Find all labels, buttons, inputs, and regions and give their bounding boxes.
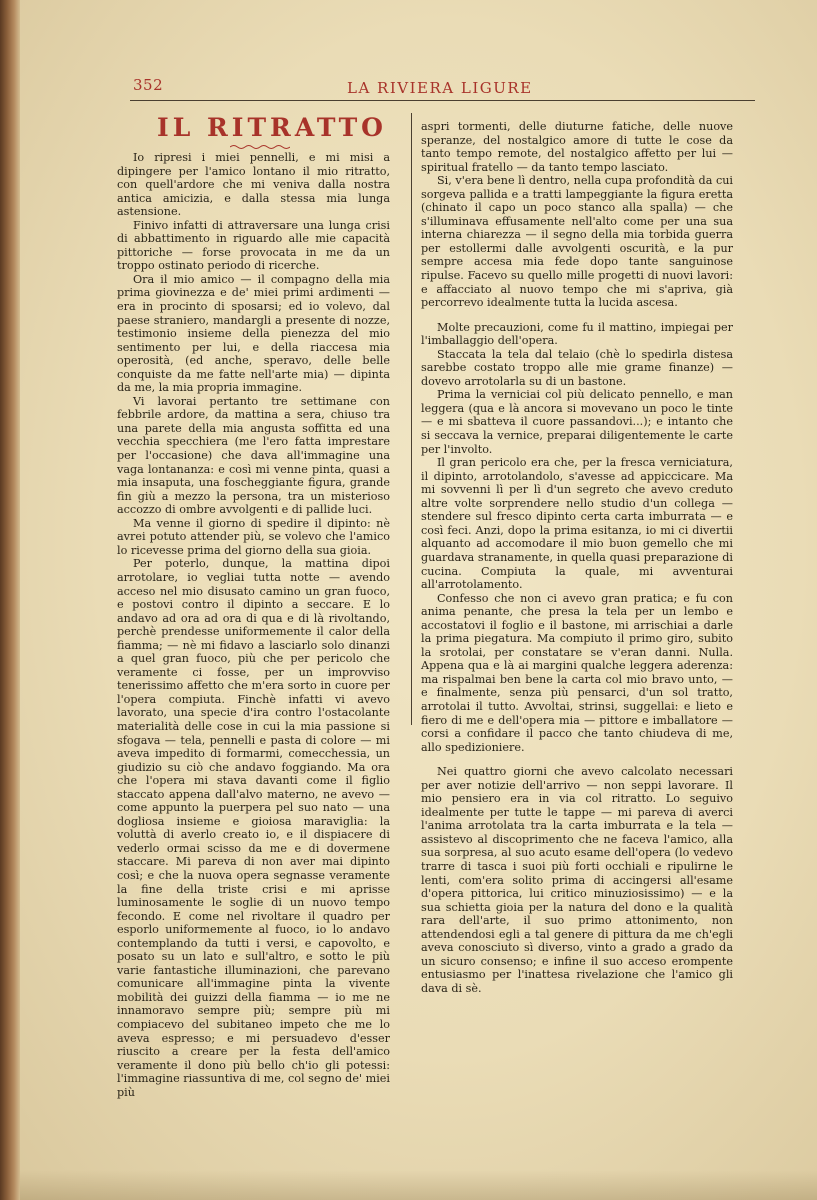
paragraph: Per poterlo, dunque, la mattina dipoi arrotolare, io vegliai tutta notte — avendo acceso nel mio disusato camino un gran fuoco, e postovi contro il dipinto a seccare. E lo andavo ad ora ad ora di qua e di là rivoltando, perchè prendesse uniformemente il calor della fiamma; — nè mi fidavo a lasciarlo solo dinanzi a quel gran fuoco, più che per pericolo che veramente ci fosse, per un improvviso tenerissimo affetto che m'era sorto in cuore per l'opera compiuta. Finchè infatti vi avevo lavorato, una specie d'ira contro l'ostacolante materialità delle cose in cui la mia passione si sfogava — tela, pennelli e pasta di colore — mi aveva impedito di formarmi, comecchessia, un giudizio su ciò che andavo foggiando. Ma ora che l'opera mi stava davanti come il figlio staccato appena dall'alvo materno, ne avevo — come appunto la puerpera pel suo nato — una dogliosa insieme e gioiosa maraviglia: la voluttà di averlo creato io, e il dispiacere di vederlo ormai scisso da me e di dovermene staccare. Mi pareva di non aver mai dipinto così; e che la nuova opera segnasse veramente la fine della triste crisi e mi aprisse luminosamente le soglie di un nuovo tempo fecondo. E come nel rivoltare il quadro per esporlo uniformemente al fuoco, io lo andavo contemplando da tutti i versi, e capovolto, e posato su un lato e sull'altro, e sotto le più varie fantastiche illuminazioni, che parevano comunicare all'immagine pinta la vivente mobilità dei guizzi della fiamma — io me ne innamoravo sempre più; sempre più mi compiacevo del subitaneo impeto che me lo aveva espresso; e mi persuadevo d'esser riuscito a creare per la festa dell'amico veramente il dono più bello ch'io gli potessi: l'immagine riassuntiva di me, col segno de' miei più: [117, 557, 390, 1099]
left-column: [117, 151, 390, 1099]
paragraph: Ora il mio amico — il compagno della mia prima giovinezza e de' miei primi ardimenti — era in procinto di sposarsi; ed io volevo, dal paese straniero, mandargli a presente di nozze, testimonio insieme della pienezza del mio sentimento per lui, e della riaccesa mia operosità, (ed anche, speravo, delle belle conquiste da me fatte nell'arte mia) — dipinta da me, la mia propria immagine.: [117, 272, 390, 395]
paragraph: Ma venne il giorno di spedire il dipinto: nè avrei potuto attender più, se volevo che l'amico lo ricevesse prima del giorno della sua gioia.: [117, 516, 390, 557]
paragraph: Si, v'era bene lì dentro, nella cupa profondità da cui sorgeva pallida e a tratti lampeggiante la figura eretta (chinato il capo un poco stanco alla spalla) — che s'illuminava effusamente nell'alto come per una sua interna chiarezza — il segno della mia torbida guerra per estollermi dalle avvolgenti oscurità, e la pur sempre accesa mia fede dopo tante sanguinose ripulse. Facevo su quello mille progetti di nuovi lavori: e affacciato al nuovo tempo che mi s'apriva, già percorrevo idealmente tutta la lucida ascesa.: [421, 174, 733, 310]
paragraph: Vi lavorai pertanto tre settimane con febbrile ardore, da mattina a sera, chiuso tra una parete della mia angusta soffitta ed una vecchia specchiera (me l'ero fatta imprestare per l'occasione) che dava all'immagine una vaga lontananza: e così mi venne pinta, quasi a mia insaputa, una foscheggiante figura, grande fin giù a mezzo la persona, tra un misterioso accozzo di ombre avvolgenti e di pallide luci.: [117, 394, 390, 517]
right-column: [421, 120, 733, 995]
page-bottom-shadow: [20, 1170, 817, 1200]
article-title: IL RITRATTO: [157, 113, 387, 142]
running-title: LA RIVIERA LIGURE: [347, 79, 533, 97]
page-number: 352: [133, 76, 164, 94]
paragraph: Confesso che non ci avevo gran pratica; e fu con anima penante, che presa la tela per un lembo e accostatovi il foglio e il bastone, mi arrischiai a darle la prima piegatura. Ma compiuto il primo giro, subito la srotolai, per constatare se v'eran danni. Nulla. Appena qua e là ai margini qualche leggera aderenza: ma rispalmai ben bene la carta col mio bravo unto, — e finalmente, senza più pensarci, d'un sol tratto, arrotolai il tutto. Avvoltai, strinsi, suggellai: e lieto e fiero di me e dell'opera mia — pittore e imballatore — corsi a confidare il pacco che tanto chiudeva di me, allo spedizioniere.: [421, 591, 733, 754]
paragraph: Staccata la tela dal telaio (chè lo spedirla distesa sarebbe costato troppo alle mie grame finanze) — dovevo arrotolarla su di un bastone.: [421, 347, 733, 388]
paragraph: Finivo infatti di attraversare una lunga crisi di abbattimento in riguardo alle mie capacità pittoriche — forse provocata in me da un troppo ostinato periodo di ricerche.: [117, 218, 390, 273]
paragraph: Io ripresi i miei pennelli, e mi misi a dipingere per l'amico lontano il mio ritratto, con quell'ardore che mi veniva dalla nostra antica amicizia, e dalla stessa mia lunga astensione.: [117, 151, 390, 219]
book-spine: [0, 0, 20, 1200]
title-ornament: [230, 144, 290, 150]
paragraph: Nei quattro giorni che avevo calcolato necessari per aver notizie dell'arrivo — non seppi lavorare. Il mio pensiero era in via col ritratto. Lo seguivo idealmente per tutte le tappe — mi pareva di averci l'anima arrotolata tra la carta imburrata e la tela — assistevo al discoprimento che ne faceva l'amico, alla sua sorpresa, al suo acuto esame dell'opera (lo vedevo trarre di tasca i suoi più forti occhiali e ripulirne le lenti, com'era solito prima di accingersi all'esame d'opera pittorica, lui critico minuziosissimo) — e la sua schietta gioia per la natura del dono e la qualità rara dell'arte, il suo primo attonimento, non attendendosi egli a tal genere di pittura da me ch'egli aveva conosciuto sì diverso, vinto a grado a grado da un sicuro consenso; e infine il suo acceso erompente entusiasmo per l'inattesa rivelazione che l'amico gli dava di sè.: [421, 765, 733, 995]
paragraph: Molte precauzioni, come fu il mattino, impiegai per l'imballaggio dell'opera.: [421, 320, 733, 348]
paragraph: aspri tormenti, delle diuturne fatiche, delle nuove speranze, del nostalgico amore di tutte le cose da tanto tempo remote, del nostalgico affetto per lui — spiritual fratello — da tanto tempo lasciato.: [421, 120, 733, 174]
column-divider: [411, 113, 412, 725]
paragraph: Prima la verniciai col più delicato pennello, e man leggera (qua e là ancora si movevano un poco le tinte — e mi sbatteva il cuore passandovi...); e intanto che si seccava la vernice, preparai diligentemente le carte per l'involto.: [421, 388, 733, 456]
header-rule: [130, 100, 755, 101]
paragraph: Il gran pericolo era che, per la fresca verniciatura, il dipinto, arrotolandolo, s'avesse ad appiccicare. Ma mi sovvenni lì per lì d'un segreto che avevo creduto altre volte sorprendere nello studio d'un collega — stendere sul fresco dipinto certa carta imburrata — e così feci. Anzi, dopo la prima esitanza, io mi ci divertii alquanto ad accomodare il mio buon gemello che mi guardava stranamente, in quella quasi preparazione di cucina. Compiuta la quale, mi avventurai all'arrotolamento.: [421, 456, 733, 592]
